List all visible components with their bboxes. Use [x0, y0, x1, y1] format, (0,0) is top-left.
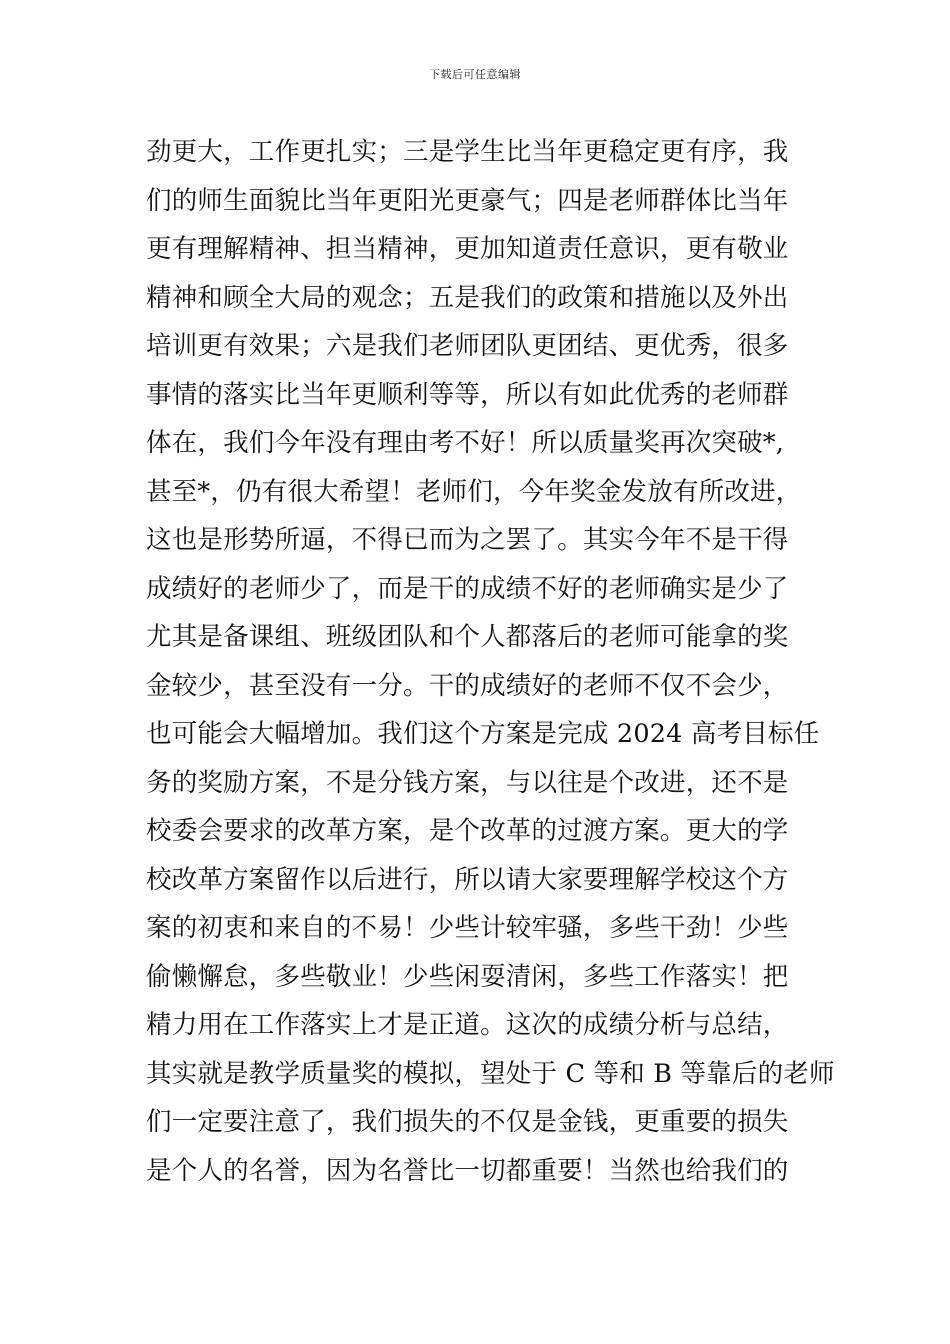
text-line: 们一定要注意了，我们损失的不仅是金钱，更重要的损失 [146, 1107, 789, 1137]
text-line: 成绩好的老师少了，而是干的成绩不好的老师确实是少了 [146, 573, 789, 604]
text-line: 培训更有效果；六是我们老师团队更团结、更优秀，很多 [146, 331, 789, 361]
text-line: 校委会要求的改革方案，是个改革的过渡方案。更大的学 [146, 816, 789, 846]
text-line: 偷懒懈怠，多些敬业！少些闲耍清闲，多些工作落实！把 [146, 961, 789, 992]
text-line: 这也是形势所逼，不得已而为之罢了。其实今年不是干得 [146, 525, 789, 555]
text-line: 事情的落实比当年更顺利等等，所以有如此优秀的老师群 [146, 379, 789, 410]
text-line: 金较少，甚至没有一分。干的成绩好的老师不仅不会少， [146, 670, 789, 701]
text-line: 其实就是教学质量奖的模拟，望处于 C 等和 B 等靠后的老师 [146, 1058, 835, 1089]
text-line: 精力用在工作落实上才是正道。这次的成绩分析与总结， [146, 1010, 789, 1040]
text-line: 们的师生面貌比当年更阳光更豪气；四是老师群体比当年 [146, 185, 789, 216]
text-line: 校改革方案留作以后进行，所以请大家要理解学校这个方 [146, 864, 789, 895]
body-text [146, 128, 835, 1195]
text-line: 是个人的名誉，因为名誉比一切都重要！当然也给我们的 [146, 1155, 789, 1186]
text-line: 尤其是备课组、班级团队和个人都落后的老师可能拿的奖 [146, 622, 789, 652]
page-header: 下载后可任意编辑 [429, 68, 521, 81]
text-line: 也可能会大幅增加。我们这个方案是完成 2024 高考目标任 [146, 719, 820, 749]
text-line: 务的奖励方案，不是分钱方案，与以往是个改进，还不是 [146, 767, 789, 798]
text-line: 劲更大，工作更扎实；三是学生比当年更稳定更有序，我 [146, 137, 789, 167]
text-line: 精神和顾全大局的观念；五是我们的政策和措施以及外出 [146, 282, 789, 313]
text-line: 更有理解精神、担当精神，更加知道责任意识，更有敬业 [146, 234, 789, 264]
text-line: 体在，我们今年没有理由考不好！所以质量奖再次突破*, [146, 428, 785, 458]
text-line: 甚至*，仍有很大希望！老师们，今年奖金发放有所改进， [146, 476, 802, 507]
text-line: 案的初衷和来自的不易！少些计较牢骚，多些干劲！少些 [146, 913, 789, 943]
